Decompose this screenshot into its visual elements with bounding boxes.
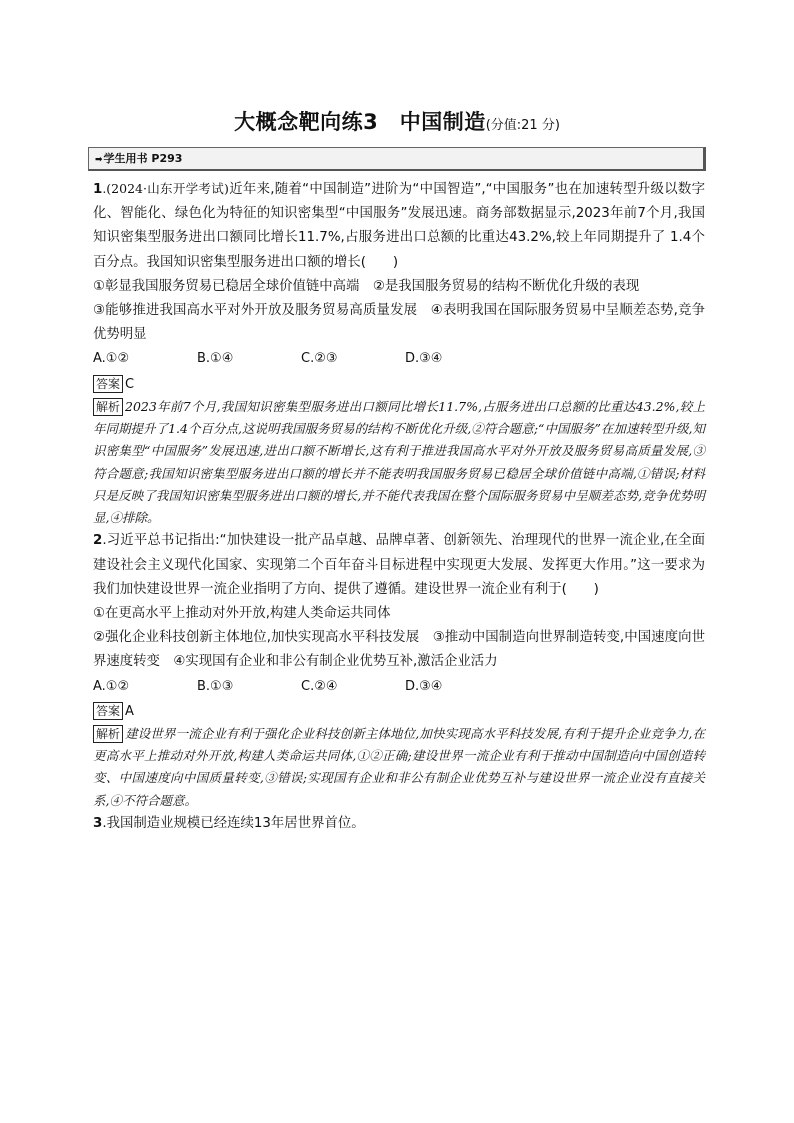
question-source: .(2024·山东开学考试) <box>102 181 229 196</box>
option-b: B.①④ <box>197 351 234 367</box>
statement-line: ②强化企业科技创新主体地位,加快实现高水平科技发展 ③推动中国制造向世界制造转变,中国速度向世界速度转变 ④实现国有企业和非公有制企业优势互补,激活企业活力 <box>93 630 705 670</box>
analysis-tag: 解析 <box>93 398 123 416</box>
question-stem-text: .习近平总书记指出:“加快建设一批产品卓越、品牌卓著、创新领先、治理现代的世界一流企业,在全面建设社会主义现代化国家、实现第二个百年奋斗目标进程中实现更大发展、发挥更大作用。”这一要求为我们加快建设世界一流企业指明了方向、提供了遵循。建设世界一流企业有利于( ) <box>93 533 705 597</box>
question-stem-text: 近年来,随着“中国制造”进阶为“中国智造”,“中国服务”也在加速转型升级以数字化、智能化、绿色化为特征的知识密集型“中国服务”发展迅速。商务部数据显示,2023年前7个月,我国知识密集型服务进出口额同比增长11.7%,占服务进出口总额的比重达43.2%,较上年同期提升了 1.4个百分点。我国知识密集型服务进出口额的增长( ) <box>93 182 706 270</box>
statement-line: ③能够推进我国高水平对外开放及服务贸易高质量发展 ④表明我国在国际服务贸易中呈顺差态势,竞争优势明显 <box>93 303 705 343</box>
option-b: B.①③ <box>197 678 234 694</box>
question-1-stem <box>93 177 705 275</box>
book-reference-text: 学生用书 P293 <box>103 152 183 165</box>
answer-tag: 答案 <box>93 702 123 720</box>
analysis-paragraph <box>93 396 705 530</box>
title-text: 大概念靶向练3 中国制造 <box>234 110 486 134</box>
question-3 <box>93 812 705 836</box>
analysis-tag: 解析 <box>93 725 123 743</box>
answer-tag: 答案 <box>93 375 123 393</box>
statement-line: ①在更高水平上推动对外开放,构建人类命运共同体 <box>93 606 391 621</box>
answer-value: A <box>125 703 134 719</box>
statement-line: ①彰显我国服务贸易已稳居全球价值链中高端 ②是我国服务贸易的结构不断优化升级的表现 <box>93 278 640 294</box>
analysis-paragraph <box>93 723 705 812</box>
answer-line <box>93 374 705 396</box>
option-c: C.②④ <box>301 678 338 694</box>
option-c: C.②③ <box>301 351 338 367</box>
book-reference-bar <box>88 147 706 171</box>
question-number: 2 <box>93 533 103 549</box>
option-d: D.③④ <box>405 351 443 367</box>
answer-value: C <box>125 376 135 392</box>
score-note: (分值:21 分) <box>485 118 560 133</box>
question-2 <box>93 529 705 812</box>
arrow-icon: ➡ <box>95 155 103 165</box>
options-row <box>93 675 705 699</box>
question-number: 3 <box>93 815 103 831</box>
page-title <box>0 106 794 136</box>
option-a: A.①② <box>93 678 130 694</box>
analysis-text: 建设世界一流企业有利于强化企业科技创新主体地位,加快实现高水平科技发展,有利于提升企业竞争力,在更高水平上推动对外开放,构建人类命运共同体,①②正确;建设世界一流企业有利于推动中国制造向中国创造转变、中国速度向中国质量转变,③错误;实现国有企业和非公有制企业优势互补与建设世界一流企业没有直接关系,④不符合题意。 <box>93 725 705 808</box>
question-number: 1 <box>93 182 103 197</box>
analysis-text: 2023年前7个月,我国知识密集型服务进出口额同比增长11.7%,占服务进出口总额的比重达43.2%,较上年同期提升了1.4个百分点,这说明我国服务贸易的结构不断优化升级,②符合题意;“中国服务”在加速转型升级,知识密集型“中国服务”发展迅速,进出口额不断增长,这有利于推进我国高水平对外开放及服务贸易高质量发展,③符合题意;我国知识密集型服务进出口额的增长并不能表明我国服务贸易已稳居全球价值链中高端,①错误;材料只是反映了我国知识密集型服务进出口额的增长,并不能代表我国在整个国际服务贸易中呈顺差态势,竞争优势明显,④排除。 <box>93 398 705 526</box>
question-stem-text: .我国制造业规模已经连续13年居世界首位。 <box>102 815 365 831</box>
question-content <box>93 177 705 836</box>
option-d: D.③④ <box>405 678 443 694</box>
answer-line <box>93 701 705 723</box>
question-3-stem <box>93 812 705 836</box>
option-a: A.①② <box>93 351 130 367</box>
question-1 <box>93 177 705 529</box>
question-2-stem <box>93 529 705 602</box>
options-row <box>93 347 705 371</box>
